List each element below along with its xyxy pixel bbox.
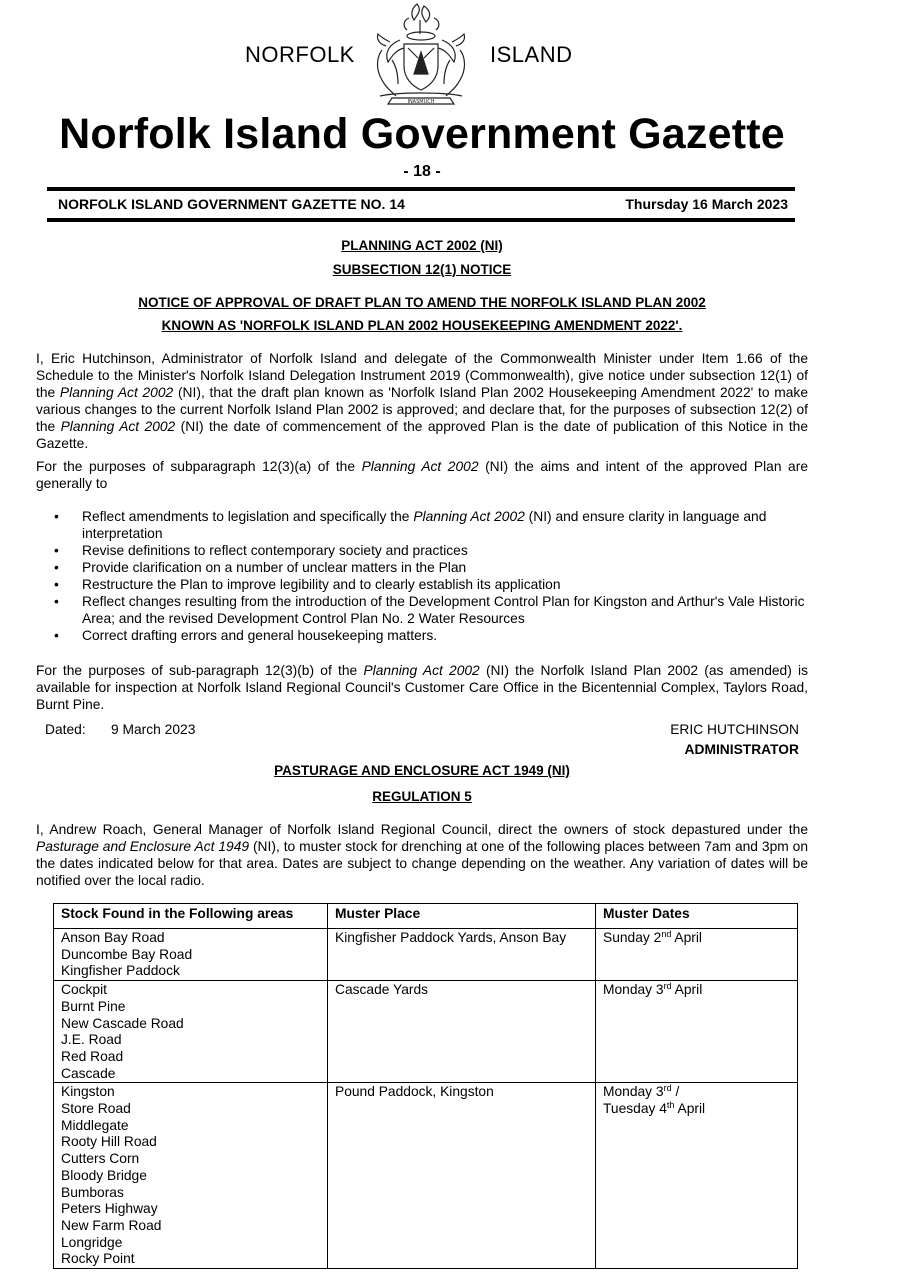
- coat-of-arms-icon: [362, 0, 480, 108]
- table-row: [54, 929, 798, 981]
- notice1-paragraph-2: For the purposes of subparagraph 12(3)(a) of the Planning Act 2002 (NI) the aims and intent of the approved Plan are generally to: [36, 459, 808, 491]
- muster-schedule-table: [53, 903, 798, 1269]
- list-item: • Reflect changes resulting from the introduction of the Development Control Plan for Kingston and Arthur's Vale Historic Area; and the revised Development Control Plan No. 2 Water Resources: [54, 594, 805, 626]
- gazette-title: Norfolk Island Government Gazette: [59, 110, 785, 158]
- table-header-row: [54, 904, 798, 929]
- list-item: • Provide clarification on a number of unclear matters in the Plan: [54, 560, 467, 575]
- notice2-paragraph: I, Andrew Roach, General Manager of Norfolk Island Regional Council, direct the owners of stock depastured under the Pasturage and Enclosure Act 1949 (NI), to muster stock for drenching at one of the following places between 7am and 3pm on the dates indicated below for that area. Dates are subject to change depending on the weather. Any variation of dates will be notified over the local radio.: [36, 822, 808, 888]
- notice1-title-line2: KNOWN AS 'NORFOLK ISLAND PLAN 2002 HOUSEKEEPING AMENDMENT 2022'.: [161, 318, 683, 333]
- list-item: • Revise definitions to reflect contemporary society and practices: [54, 543, 468, 558]
- list-item: • Restructure the Plan to improve legibility and to clearly establish its application: [54, 577, 561, 592]
- notice1-subsection-heading: SUBSECTION 12(1) NOTICE: [332, 262, 512, 277]
- signatory-name: ERIC HUTCHINSON: [670, 722, 799, 737]
- notice1-paragraph-1: I, Eric Hutchinson, Administrator of Norfolk Island and delegate of the Commonwealth Minister under Item 1.66 of the Schedule to the Minister's Norfolk Island Delegation Instrument 2019 (Commonwealth), give notice under subsection 12(1) of the Planning Act 2002 (NI), that the draft plan known as 'Norfolk Island Plan 2002 Housekeeping Amendment 2022' to make various changes to the current Norfolk Island Plan 2002 is approved; and declare that, for the purposes of subsection 12(2) of the Planning Act 2002 (NI) the date of commencement of the approved Plan is the date of publication of this Notice in the Gazette.: [36, 351, 809, 451]
- table-row: [54, 981, 798, 1083]
- page-number: - 18 -: [403, 163, 441, 180]
- list-item: • Correct drafting errors and general housekeeping matters.: [54, 628, 438, 643]
- svg-text:INASMUCH: INASMUCH: [407, 99, 435, 105]
- header-rule-bottom: [47, 218, 795, 222]
- dated-label: Dated:: [45, 722, 86, 737]
- masthead-right-word: ISLAND: [490, 42, 573, 67]
- areas-cell: Kingston Store Road Middlegate Rooty Hill Road Cutters Corn Bloody Bridge Bumboras Peters Highway New Farm Road Longridge Rocky Point: [54, 1083, 328, 1269]
- muster-place-cell: Pound Paddock, Kingston: [328, 1083, 596, 1269]
- muster-date-cell: Monday 3rd April: [596, 981, 798, 1083]
- aims-bullet-list: [36, 508, 808, 644]
- header-rule-top: [47, 187, 795, 191]
- areas-cell: Cockpit Burnt Pine New Cascade Road J.E. Road Red Road Cascade: [54, 981, 328, 1083]
- notice1-act-heading: PLANNING ACT 2002 (NI): [341, 238, 503, 253]
- issue-number: NORFOLK ISLAND GOVERNMENT GAZETTE NO. 14: [58, 196, 405, 212]
- issue-date: Thursday 16 March 2023: [625, 196, 788, 212]
- signatory-title: ADMINISTRATOR: [684, 742, 799, 757]
- areas-cell: Anson Bay Road Duncombe Bay Road Kingfisher Paddock: [54, 929, 328, 981]
- column-header: Muster Place: [328, 904, 596, 929]
- column-header: Stock Found in the Following areas: [54, 904, 328, 929]
- dated-value: 9 March 2023: [111, 722, 196, 737]
- muster-date-cell: Sunday 2nd April: [596, 929, 798, 981]
- masthead-left-word: NORFOLK: [245, 42, 355, 67]
- notice2-act-heading: PASTURAGE AND ENCLOSURE ACT 1949 (NI): [274, 763, 570, 778]
- muster-date-cell: Monday 3rd / Tuesday 4th April: [596, 1083, 798, 1269]
- list-item: • Reflect amendments to legislation and specifically the Planning Act 2002 (NI) and ensure clarity in language and interpretation: [54, 509, 767, 541]
- muster-place-cell: Cascade Yards: [328, 981, 596, 1083]
- muster-place-cell: Kingfisher Paddock Yards, Anson Bay: [328, 929, 596, 981]
- notice1-paragraph-3: For the purposes of sub-paragraph 12(3)(b) of the Planning Act 2002 (NI) the Norfolk Island Plan 2002 (as amended) is available for inspection at Norfolk Island Regional Council's Customer Care Office in the Bicentennial Complex, Taylors Road, Burnt Pine.: [36, 663, 808, 712]
- column-header: Muster Dates: [596, 904, 798, 929]
- notice1-title-line1: NOTICE OF APPROVAL OF DRAFT PLAN TO AMEND THE NORFOLK ISLAND PLAN 2002: [138, 295, 706, 310]
- notice2-regulation-heading: REGULATION 5: [372, 789, 472, 804]
- table-row: [54, 1083, 798, 1269]
- coat-of-arms-crest: [362, 0, 480, 108]
